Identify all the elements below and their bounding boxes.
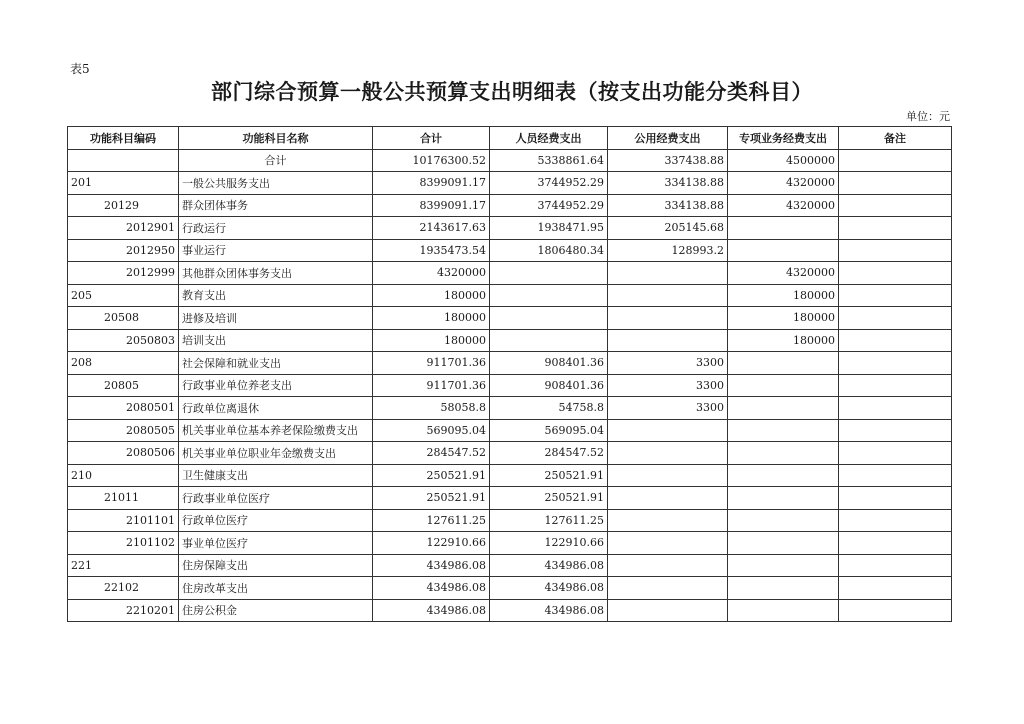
cell-special: 4500000 — [728, 149, 839, 172]
cell-code: 2101101 — [68, 509, 179, 532]
table-row — [68, 464, 952, 487]
cell-total: 127611.25 — [373, 509, 490, 532]
cell-public — [608, 577, 728, 600]
cell-personnel: 127611.25 — [490, 509, 608, 532]
table-row — [68, 554, 952, 577]
cell-code: 210 — [68, 464, 179, 487]
header-name: 功能科目名称 — [179, 127, 373, 150]
cell-personnel — [490, 307, 608, 330]
cell-name: 行政运行 — [179, 217, 373, 240]
cell-public — [608, 599, 728, 622]
cell-note — [839, 307, 952, 330]
cell-code: 208 — [68, 352, 179, 375]
cell-code: 22102 — [68, 577, 179, 600]
cell-public — [608, 307, 728, 330]
cell-total: 122910.66 — [373, 532, 490, 555]
unit-label: 单位：元 — [906, 110, 950, 123]
header-personnel: 人员经费支出 — [490, 127, 608, 150]
cell-public: 3300 — [608, 352, 728, 375]
cell-total: 58058.8 — [373, 397, 490, 420]
cell-personnel: 569095.04 — [490, 419, 608, 442]
table-row — [68, 532, 952, 555]
cell-public — [608, 509, 728, 532]
cell-personnel: 908401.36 — [490, 352, 608, 375]
cell-special — [728, 374, 839, 397]
cell-personnel: 5338861.64 — [490, 149, 608, 172]
cell-code: 201 — [68, 172, 179, 195]
cell-public: 334138.88 — [608, 172, 728, 195]
table-row — [68, 329, 952, 352]
cell-name: 一般公共服务支出 — [179, 172, 373, 195]
cell-total: 911701.36 — [373, 374, 490, 397]
table-row — [68, 397, 952, 420]
cell-name: 住房改革支出 — [179, 577, 373, 600]
cell-total: 250521.91 — [373, 487, 490, 510]
cell-public — [608, 532, 728, 555]
cell-total: 180000 — [373, 307, 490, 330]
cell-personnel: 3744952.29 — [490, 172, 608, 195]
cell-note — [839, 194, 952, 217]
header-code: 功能科目编码 — [68, 127, 179, 150]
cell-note — [839, 374, 952, 397]
cell-special — [728, 352, 839, 375]
cell-note — [839, 532, 952, 555]
cell-public: 128993.2 — [608, 239, 728, 262]
table-row — [68, 509, 952, 532]
cell-special — [728, 599, 839, 622]
cell-code: 2050803 — [68, 329, 179, 352]
cell-personnel — [490, 284, 608, 307]
cell-name: 事业单位医疗 — [179, 532, 373, 555]
cell-code: 20805 — [68, 374, 179, 397]
header-note: 备注 — [839, 127, 952, 150]
cell-name: 住房保障支出 — [179, 554, 373, 577]
cell-code: 2080501 — [68, 397, 179, 420]
cell-special — [728, 239, 839, 262]
cell-total: 434986.08 — [373, 554, 490, 577]
cell-note — [839, 442, 952, 465]
header-public: 公用经费支出 — [608, 127, 728, 150]
cell-personnel: 908401.36 — [490, 374, 608, 397]
cell-total: 180000 — [373, 284, 490, 307]
cell-code: 20508 — [68, 307, 179, 330]
header-row — [68, 127, 952, 150]
table-row — [68, 194, 952, 217]
cell-personnel: 122910.66 — [490, 532, 608, 555]
cell-personnel: 1938471.95 — [490, 217, 608, 240]
header-total: 合计 — [373, 127, 490, 150]
cell-name: 事业运行 — [179, 239, 373, 262]
cell-code: 21011 — [68, 487, 179, 510]
table-row — [68, 239, 952, 262]
cell-name: 行政事业单位养老支出 — [179, 374, 373, 397]
cell-name: 群众团体事务 — [179, 194, 373, 217]
cell-public: 334138.88 — [608, 194, 728, 217]
cell-special: 4320000 — [728, 194, 839, 217]
cell-total: 10176300.52 — [373, 149, 490, 172]
cell-name: 其他群众团体事务支出 — [179, 262, 373, 285]
table-row — [68, 149, 952, 172]
cell-name: 行政单位离退休 — [179, 397, 373, 420]
cell-code: 2101102 — [68, 532, 179, 555]
table-row — [68, 217, 952, 240]
cell-special — [728, 397, 839, 420]
cell-name: 机关事业单位职业年金缴费支出 — [179, 442, 373, 465]
cell-note — [839, 172, 952, 195]
cell-personnel: 250521.91 — [490, 487, 608, 510]
cell-personnel: 284547.52 — [490, 442, 608, 465]
cell-note — [839, 284, 952, 307]
cell-code: 2012901 — [68, 217, 179, 240]
cell-public: 3300 — [608, 374, 728, 397]
cell-public: 3300 — [608, 397, 728, 420]
cell-personnel: 250521.91 — [490, 464, 608, 487]
cell-total: 250521.91 — [373, 464, 490, 487]
cell-special — [728, 487, 839, 510]
cell-personnel: 434986.08 — [490, 577, 608, 600]
table-row — [68, 577, 952, 600]
cell-total: 8399091.17 — [373, 194, 490, 217]
cell-note — [839, 599, 952, 622]
cell-personnel — [490, 262, 608, 285]
cell-public — [608, 464, 728, 487]
cell-total: 4320000 — [373, 262, 490, 285]
cell-note — [839, 239, 952, 262]
table-row — [68, 307, 952, 330]
cell-code: 20129 — [68, 194, 179, 217]
cell-total: 911701.36 — [373, 352, 490, 375]
table-row — [68, 284, 952, 307]
cell-note — [839, 397, 952, 420]
cell-special — [728, 532, 839, 555]
cell-total: 434986.08 — [373, 599, 490, 622]
cell-special — [728, 577, 839, 600]
cell-public: 337438.88 — [608, 149, 728, 172]
cell-note — [839, 577, 952, 600]
cell-public — [608, 487, 728, 510]
cell-public — [608, 419, 728, 442]
cell-public — [608, 554, 728, 577]
cell-public — [608, 442, 728, 465]
cell-code: 205 — [68, 284, 179, 307]
table-row — [68, 442, 952, 465]
table-row — [68, 374, 952, 397]
cell-code: 2012999 — [68, 262, 179, 285]
cell-personnel: 3744952.29 — [490, 194, 608, 217]
cell-name: 社会保障和就业支出 — [179, 352, 373, 375]
cell-total: 180000 — [373, 329, 490, 352]
cell-public — [608, 262, 728, 285]
cell-special — [728, 509, 839, 532]
cell-note — [839, 419, 952, 442]
cell-note — [839, 352, 952, 375]
cell-special — [728, 464, 839, 487]
table-row — [68, 599, 952, 622]
table-number: 表5 — [70, 62, 90, 76]
cell-total: 434986.08 — [373, 577, 490, 600]
table-row — [68, 172, 952, 195]
table-row — [68, 487, 952, 510]
cell-note — [839, 149, 952, 172]
cell-code — [68, 149, 179, 172]
cell-special — [728, 217, 839, 240]
cell-code: 2210201 — [68, 599, 179, 622]
cell-special: 4320000 — [728, 262, 839, 285]
cell-name: 卫生健康支出 — [179, 464, 373, 487]
cell-total: 284547.52 — [373, 442, 490, 465]
cell-public: 205145.68 — [608, 217, 728, 240]
cell-public — [608, 284, 728, 307]
table-row — [68, 262, 952, 285]
cell-total: 569095.04 — [373, 419, 490, 442]
cell-name: 住房公积金 — [179, 599, 373, 622]
cell-name: 行政事业单位医疗 — [179, 487, 373, 510]
cell-code: 221 — [68, 554, 179, 577]
cell-special: 180000 — [728, 329, 839, 352]
cell-personnel: 434986.08 — [490, 599, 608, 622]
cell-total: 8399091.17 — [373, 172, 490, 195]
cell-name: 教育支出 — [179, 284, 373, 307]
cell-personnel: 434986.08 — [490, 554, 608, 577]
cell-special — [728, 419, 839, 442]
cell-total: 2143617.63 — [373, 217, 490, 240]
cell-note — [839, 329, 952, 352]
cell-name: 合计 — [179, 149, 373, 172]
cell-note — [839, 554, 952, 577]
cell-special: 4320000 — [728, 172, 839, 195]
header-special: 专项业务经费支出 — [728, 127, 839, 150]
cell-personnel: 54758.8 — [490, 397, 608, 420]
cell-special — [728, 554, 839, 577]
cell-total: 1935473.54 — [373, 239, 490, 262]
cell-personnel: 1806480.34 — [490, 239, 608, 262]
cell-name: 行政单位医疗 — [179, 509, 373, 532]
table-row — [68, 352, 952, 375]
document-title: 部门综合预算一般公共预算支出明细表（按支出功能分类科目） — [211, 79, 813, 104]
expenditure-table — [67, 126, 952, 622]
cell-note — [839, 487, 952, 510]
cell-personnel — [490, 329, 608, 352]
cell-special: 180000 — [728, 284, 839, 307]
cell-name: 进修及培训 — [179, 307, 373, 330]
cell-public — [608, 329, 728, 352]
cell-name: 机关事业单位基本养老保险缴费支出 — [179, 419, 373, 442]
cell-code: 2080505 — [68, 419, 179, 442]
cell-name: 培训支出 — [179, 329, 373, 352]
cell-note — [839, 509, 952, 532]
cell-note — [839, 464, 952, 487]
cell-special: 180000 — [728, 307, 839, 330]
cell-code: 2012950 — [68, 239, 179, 262]
cell-note — [839, 217, 952, 240]
cell-code: 2080506 — [68, 442, 179, 465]
cell-special — [728, 442, 839, 465]
cell-note — [839, 262, 952, 285]
table-row — [68, 419, 952, 442]
